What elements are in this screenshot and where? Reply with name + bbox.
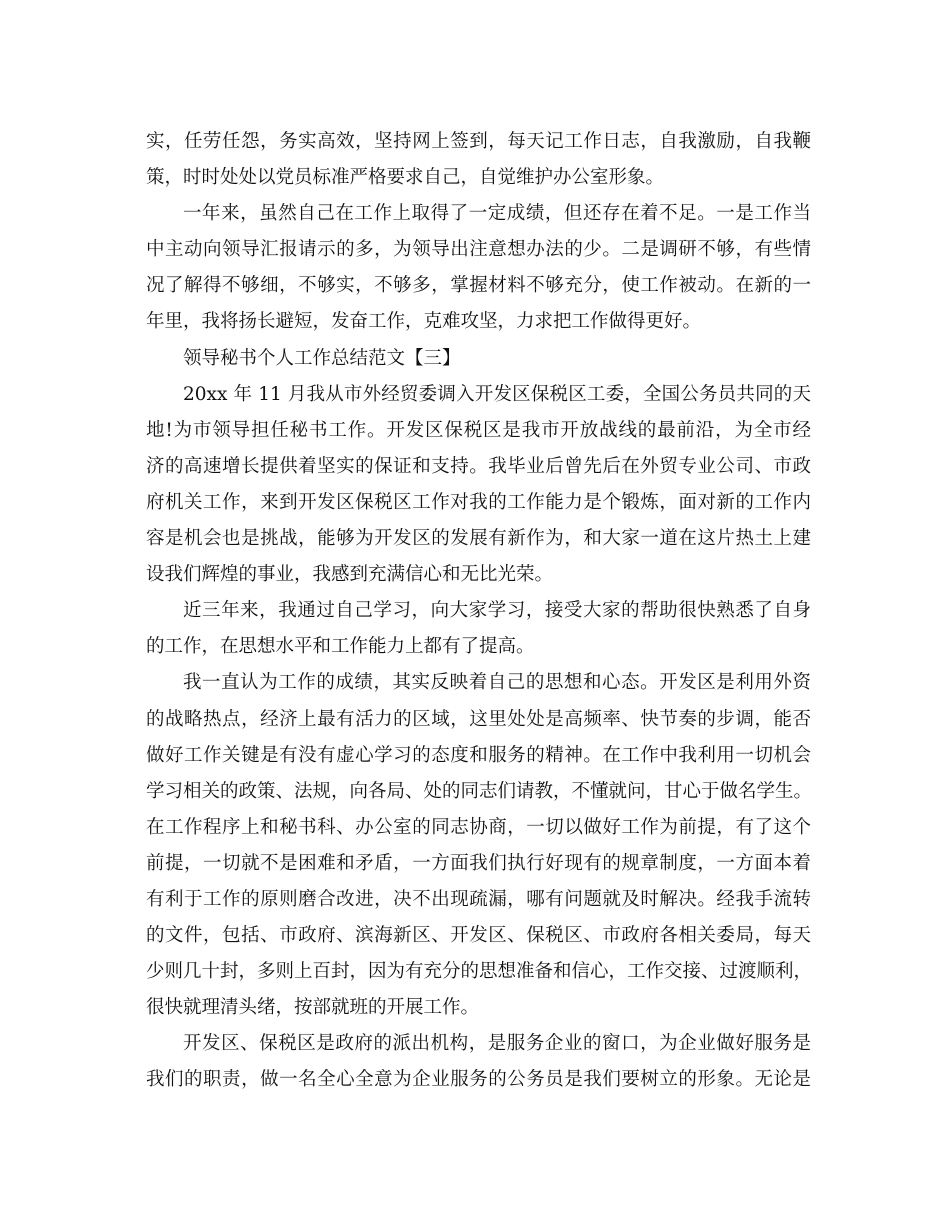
paragraph-first-line: 我一直认为工作的成绩，其实反映着自己的思想和心态。开发区是利用外资 — [183, 672, 811, 694]
paragraph-line: 府机关工作，来到开发区保税区工作对我的工作能力是个锻炼，面对新的工作内 — [146, 491, 811, 513]
paragraph-line: 少则几十封，多则上百封，因为有充分的思想准备和信心，工作交接、过渡顺利， — [146, 961, 813, 983]
paragraph-line: 的文件，包括、市政府、滨海新区、开发区、保税区、市政府各相关委局，每天 — [146, 925, 811, 947]
paragraph-first-line: 20xx 年 11 月我从市外经贸委调入开发区保税区工委，全国公务员共同的天 — [183, 383, 811, 405]
document-body — [146, 124, 811, 1099]
paragraph-line: 中主动向领导汇报请示的多，为领导出注意想办法的少。二是调研不够，有些情 — [146, 239, 811, 261]
paragraph-line: 的战略热点，经济上最有活力的区域，这里处处是高频率、快节奏的步调，能否 — [146, 708, 811, 730]
paragraph-line: 我们的职责，做一名全心全意为企业服务的公务员是我们要树立的形象。无论是 — [146, 1069, 811, 1091]
paragraph-line: 况了解得不够细，不够实，不够多，掌握材料不够充分，使工作被动。在新的一 — [146, 275, 811, 297]
paragraph-line: 做好工作关键是有没有虚心学习的态度和服务的精神。在工作中我利用一切机会 — [146, 744, 811, 766]
paragraph-line: 有利于工作的原则磨合改进，决不出现疏漏，哪有问题就及时解决。经我手流转 — [146, 888, 811, 910]
paragraph-line: 容是机会也是挑战，能够为开发区的发展有新作为，和大家一道在这片热土上建 — [146, 528, 811, 550]
paragraph-first-line: 近三年来，我通过自己学习，向大家学习，接受大家的帮助很快熟悉了自身 — [183, 600, 811, 622]
paragraph-line: 策，时时处处以党员标准严格要求自己，自觉维护办公室形象。 — [146, 167, 665, 189]
paragraph-line: 在工作程序上和秘书科、办公室的同志协商，一切以做好工作为前提，有了这个 — [146, 816, 811, 838]
paragraph-line: 设我们辉煌的事业，我感到充满信心和无比光荣。 — [146, 564, 554, 586]
paragraph-first-line: 领导秘书个人工作总结范文【三】 — [183, 347, 461, 369]
paragraph-line: 的工作，在思想水平和工作能力上都有了提高。 — [146, 636, 535, 658]
paragraph-first-line: 一年来，虽然自己在工作上取得了一定成绩，但还存在着不足。一是工作当 — [183, 203, 811, 225]
paragraph-line: 很快就理清头绪，按部就班的开展工作。 — [146, 997, 480, 1019]
paragraph-line: 济的高速增长提供着坚实的保证和支持。我毕业后曾先后在外贸专业公司、市政 — [146, 455, 811, 477]
paragraph-line: 实，任劳任怨，务实高效，坚持网上签到，每天记工作日志，自我激励，自我鞭 — [146, 131, 811, 152]
paragraph-line: 学习相关的政策、法规，向各局、处的同志们请教，不懂就问，甘心于做名学生。 — [146, 780, 813, 802]
paragraph-line: 地!为市领导担任秘书工作。开发区保税区是我市开放战线的最前沿，为全市经 — [146, 419, 811, 441]
paragraph-line: 年里，我将扬长避短，发奋工作，克难攻坚，力求把工作做得更好。 — [146, 311, 702, 333]
paragraph-first-line: 开发区、保税区是政府的派出机构，是服务企业的窗口，为企业做好服务是 — [183, 1033, 811, 1055]
paragraph-line: 前提，一切就不是困难和矛盾，一方面我们执行好现有的规章制度，一方面本着 — [146, 852, 811, 874]
